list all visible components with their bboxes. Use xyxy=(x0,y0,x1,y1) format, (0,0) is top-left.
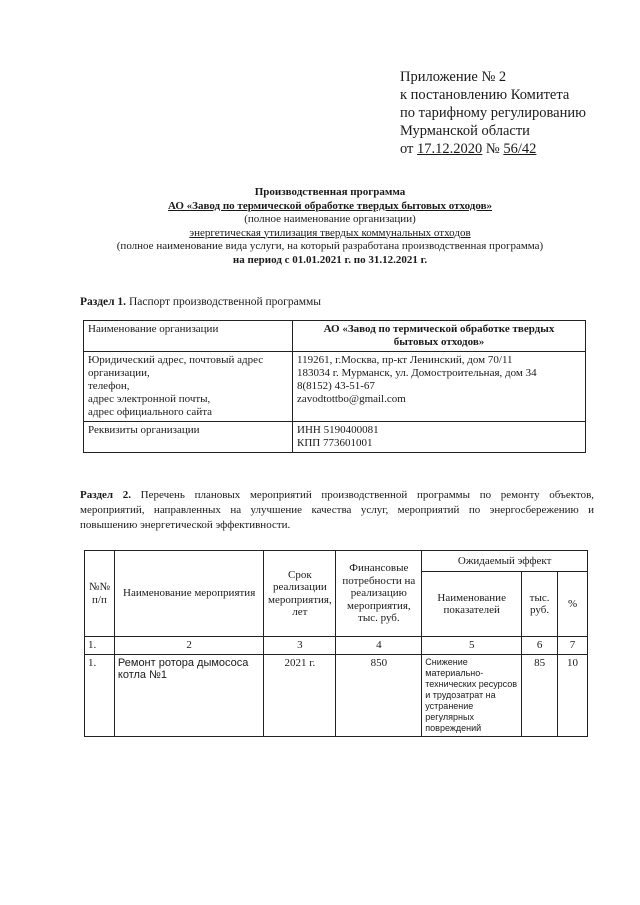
header-finance: Финансовые потребности на реализацию мероприятия, тыс. руб. xyxy=(336,551,422,637)
header-indicator: Наименование показателей xyxy=(422,572,522,637)
kpp-value: КПП 773601001 xyxy=(297,437,373,449)
postal-address: 183034 г. Мурманск, ул. Домостроительная, дом 34 xyxy=(297,367,537,379)
program-title: Производственная программа xyxy=(254,186,406,198)
legal-address: 119261, г.Москва, пр-кт Ленинский, дом 70/11 xyxy=(297,354,513,366)
appendix-line-3: по тарифному регулированию xyxy=(400,105,586,121)
passport-requisites-label: Реквизиты организации xyxy=(84,422,293,453)
measures-header-row-1 xyxy=(85,551,588,572)
header-term: Срок реализации мероприятия, лет xyxy=(264,551,336,637)
program-period: на период с 01.01.2021 г. по 31.12.2021 г. xyxy=(232,253,428,266)
address-label-2: организации, xyxy=(88,367,150,379)
table-row xyxy=(85,654,588,736)
appendix-block xyxy=(400,68,630,158)
passport-row-address xyxy=(84,352,586,422)
section-1-label: Раздел 1. xyxy=(80,296,127,308)
measures-table xyxy=(84,550,588,737)
appendix-line-2: к постановлению Комитета xyxy=(400,87,570,103)
appendix-number: 56/42 xyxy=(503,141,537,157)
passport-address-label xyxy=(84,352,293,422)
appendix-date: 17.12.2020 xyxy=(417,141,483,157)
col-number-7: 7 xyxy=(558,637,588,655)
inn-value: ИНН 5190400081 xyxy=(297,424,379,436)
service-caption: (полное наименование вида услуги, на который разработана производственная программа) xyxy=(116,240,544,252)
row-measure-name: Ремонт ротора дымососа котла №1 xyxy=(114,654,264,736)
appendix-line-4: Мурманской области xyxy=(400,123,530,139)
address-label-5: адрес официального сайта xyxy=(88,406,213,418)
row-thousand-rub: 85 xyxy=(522,654,558,736)
section-1-title: Паспорт производственной программы xyxy=(128,296,322,308)
appendix-line-1: Приложение № 2 xyxy=(400,69,507,85)
passport-org-value-2: бытовых отходов» xyxy=(393,336,485,348)
organization-name: АО «Завод по термической обработке твердых бытовых отходов» xyxy=(167,199,493,212)
row-indicator: Снижение материально-технических ресурсов и трудозатрат на устранение регулярных повреждений xyxy=(422,654,522,736)
address-label-3: телефон, xyxy=(88,380,130,392)
row-num: 1. xyxy=(85,654,115,736)
passport-org-value-1: АО «Завод по термической обработке твердых xyxy=(323,323,555,335)
section-2-label: Раздел 2. xyxy=(80,489,131,501)
address-label-4: адрес электронной почты, xyxy=(88,393,211,405)
col-number-3: 3 xyxy=(264,637,336,655)
section-1-heading xyxy=(80,296,321,308)
col-number-2: 2 xyxy=(114,637,264,655)
row-finance: 850 xyxy=(336,654,422,736)
passport-table xyxy=(83,320,586,453)
header-thousand-rub: тыс. руб. xyxy=(522,572,558,637)
col-number-5: 5 xyxy=(422,637,522,655)
appendix-line-5 xyxy=(400,140,630,158)
row-percent: 10 xyxy=(558,654,588,736)
passport-org-value xyxy=(293,321,586,352)
passport-row-requisites xyxy=(84,422,586,453)
passport-address-value xyxy=(293,352,586,422)
appendix-number-sign: № xyxy=(485,141,500,157)
passport-org-label: Наименование организации xyxy=(84,321,293,352)
address-label-1: Юридический адрес, почтовый адрес xyxy=(88,354,264,366)
passport-requisites-value xyxy=(293,422,586,453)
header-num: №№ п/п xyxy=(85,551,115,637)
phone-number: 8(8152) 43-51-67 xyxy=(297,380,375,392)
col-number-6: 6 xyxy=(522,637,558,655)
service-name: энергетическая утилизация твердых коммунальных отходов xyxy=(189,226,471,239)
email-address: zavodtottbo@gmail.com xyxy=(297,393,406,405)
measures-column-numbers xyxy=(85,637,588,655)
passport-row-organization xyxy=(84,321,586,352)
col-number-1: 1. xyxy=(85,637,115,655)
header-percent: % xyxy=(558,572,588,637)
header-effect: Ожидаемый эффект xyxy=(422,551,588,572)
header-name: Наименование мероприятия xyxy=(114,551,264,637)
col-number-4: 4 xyxy=(336,637,422,655)
program-header xyxy=(60,186,600,267)
section-2-text: Перечень плановых мероприятий производственной программы по ремонту объектов, мероприятий, направленных на улучшение качества услуг, мероприятий по энергосбережению и повышению энергетической эффективности. xyxy=(80,489,595,531)
section-2-heading xyxy=(80,488,594,533)
organization-caption: (полное наименование организации) xyxy=(244,213,416,225)
appendix-from: от xyxy=(400,141,414,157)
row-term: 2021 г. xyxy=(264,654,336,736)
